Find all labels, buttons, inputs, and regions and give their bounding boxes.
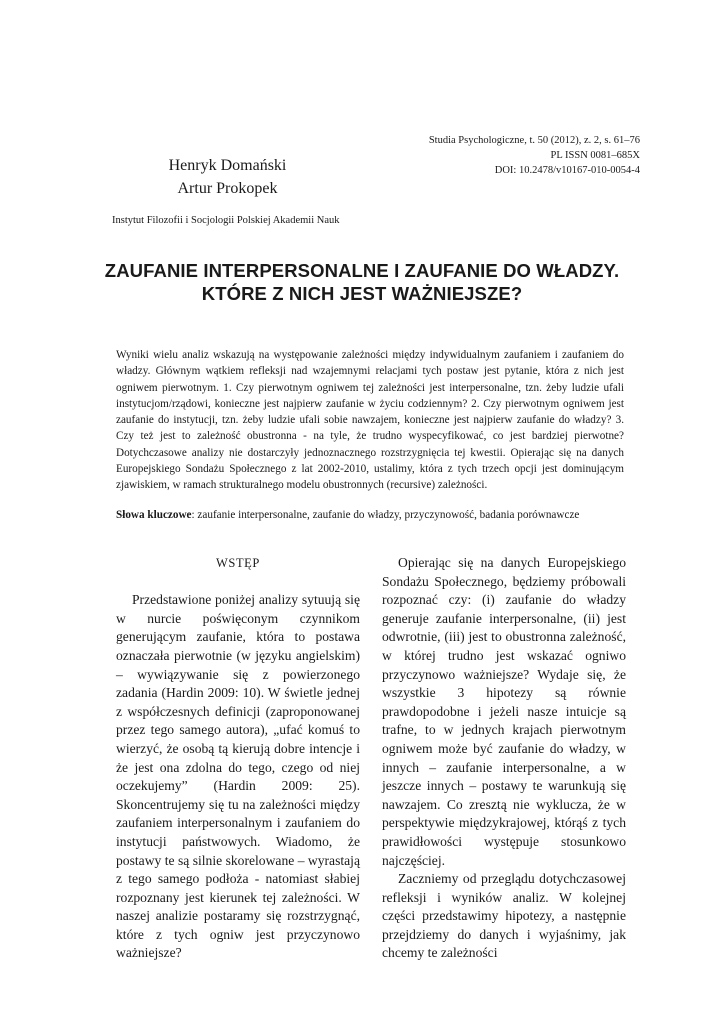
journal-doi: DOI: 10.2478/v10167-010-0054-4 [494, 164, 640, 176]
paper-title [80, 259, 644, 305]
paper-title-line-1: ZAUFANIE INTERPERSONALNE I ZAUFANIE DO WŁADZY. [104, 260, 620, 281]
paper-title-line-2: KTÓRE Z NICH JEST WAŻNIEJSZE? [201, 283, 523, 304]
body-column-right [382, 554, 626, 963]
keywords [116, 507, 636, 523]
body-paragraph: Zaczniemy od przeglądu dotychczasowej refleksji i wyników analiz. W kolejnej części przedstawimy hipotezy, a następnie przejdziemy do danych i wyjaśnimy, jak chcemy te zależności [382, 871, 626, 961]
author-name: Henryk Domański [168, 157, 287, 174]
journal-header [320, 134, 640, 178]
abstract-text: Wyniki wielu analiz wskazują na występowanie zależności między indywidualnym zaufaniem i zaufaniem do władzy. Głównym wątkiem refleksji nad wzajemnymi relacjami tych postaw jest pytanie, która z nich jest ogniwem pierwotnym. 1. Czy pierwotnym ogniwem tej zależności jest interpersonalne, tzn. żeby ludzie ufali instytucjom/rządowi, konieczne jest najpierw zaufanie w życiu codziennym? 2. Czy pierwotnym ogniwem jest zaufanie do instytucji, tzn. żeby ludzie ufali sobie nawzajem, konieczne jest najpierw zaufanie do władzy? 3. Czy też jest to zależność obustronna - na tyle, że trudno wyspecyfikować, co jest bardziej pierwotne? Dotychczasowe analizy nie dostarczyły jednoznacznego rozstrzygnięcia tej kwestii. Opierając się na danych Europejskiego Sondażu Społecznego z lat 2002-2010, ustalimy, która z tych trzech opcji jest dominującym zjawiskiem, w ramach strukturalnego modelu obustronnych (recursive) zależności. [116, 349, 624, 492]
keywords-label: Słowa kluczowe [116, 509, 192, 521]
body-paragraph: Opierając się na danych Europejskiego Sondażu Społecznego, będziemy próbowali rozpoznać czy: (i) zaufanie do władzy generuje zaufanie interpersonalne, (ii) jest odwrotnie, (iii) jest to obustronna zależność, w której trudno jest wskazać ogniwo przyczynowo ważniejsze? Wydaje się, że wszystkie 3 hipotezy są równie prawdopodobne i jeżeli nasze intuicje są trafne, to w jednych krajach pierwotnym ogniwem może być zaufanie do władzy, w innych – zaufanie interpersonalne, a w jeszcze innych – postawy te warunkują się nawzajem. Co zresztą nie wyklucza, że w perspektywie międzykrajowej, którąś z tych prawidłowości występuje stosunkowo najczęściej. [382, 555, 626, 868]
author-name: Artur Prokopek [177, 180, 278, 197]
body-paragraph: Przedstawione poniżej analizy sytuują się w nurcie poświęconym czynnikom generującym zaufanie, która to postawa oznaczała pierwotnie (w języku angielskim) – wywiązywanie się z powierzonego zadania (Hardin 2009: 10). W świetle jednej z współczesnych definicji (zaproponowanej przez tego samego autora), „ufać komuś to wierzyć, że osobą tą kierują dobre intencje i że jest ona zdolna do tego, czego od niej oczekujemy” (Hardin 2009: 25). Skoncentrujemy się tu na zależności między zaufaniem interpersonalnym i zaufaniem do instytucji państwowych. Wiadomo, że postawy te są silnie skorelowane – wyrastają z tego samego podłoża - natomiast słabiej rozpoznany jest kierunek tej zależności. W naszej analizie postaramy się rozstrzygnąć, które z tych ogniw jest przyczynowo ważniejsze? [116, 592, 360, 961]
journal-citation: Studia Psychologiczne, t. 50 (2012), z. 2, s. 61–76 [428, 135, 640, 146]
body-column-left [116, 554, 360, 963]
journal-issn: PL ISSN 0081–685X [550, 149, 640, 161]
keywords-text: : zaufanie interpersonalne, zaufanie do władzy, przyczynowość, badania porównawcze [191, 509, 580, 521]
author-affiliation: Instytut Filozofii i Socjologii Polskiej Akademii Nauk [112, 215, 340, 226]
section-heading: WSTĘP [216, 556, 260, 570]
author-list [150, 154, 305, 200]
